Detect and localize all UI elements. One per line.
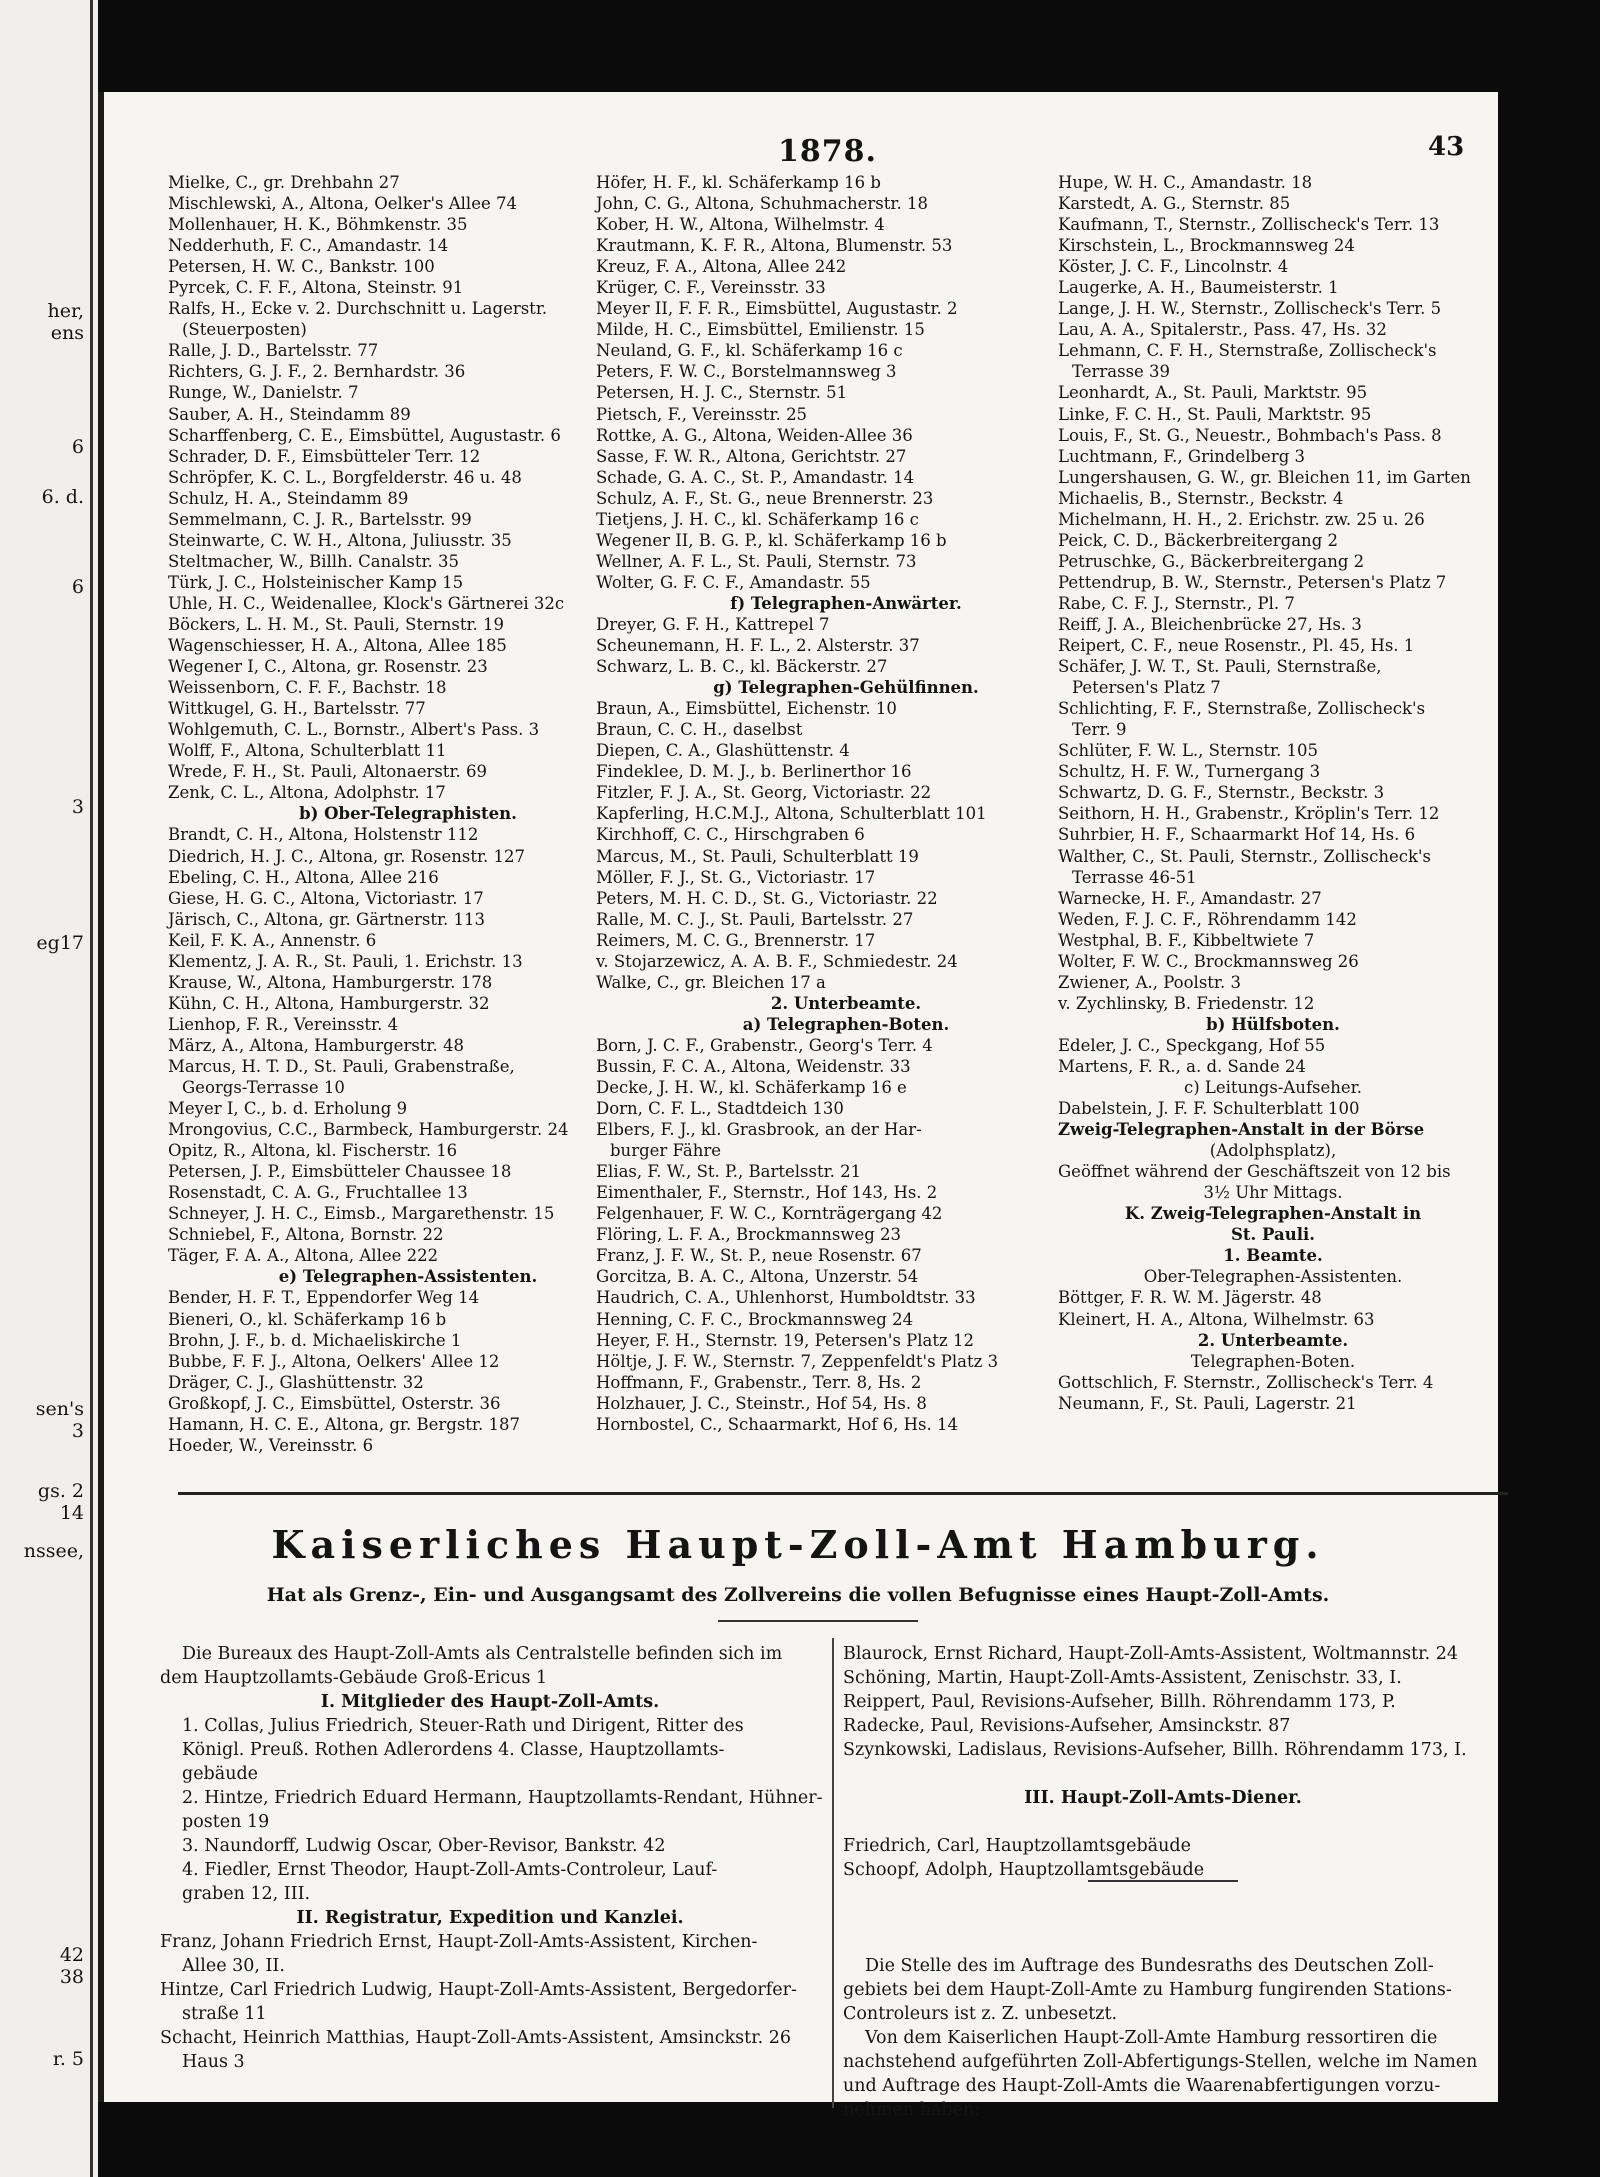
directory-entry: Peters, M. H. C. D., St. G., Victoriastr. 22 [596,888,938,908]
directory-entry: Kaufmann, T., Sternstr., Zollischeck's Terr. 13 [1058,215,1440,235]
directory-entry: Tietjens, J. H. C., kl. Schäferkamp 16 c [596,509,919,529]
directory-entry: 3. Naundorff, Ludwig Oscar, Ober-Revisor, Bankstr. 42 [182,1836,666,1856]
directory-entry: nachstehend aufgeführten Zoll-Abfertigungs-Stellen, welche im Namen [843,2052,1478,2072]
directory-entry: Diepen, C. A., Glashüttenstr. 4 [596,741,850,761]
directory-entry: Braun, C. C. H., daselbst [596,720,803,740]
directory-entry: Böttger, F. R. W. M. Jägerstr. 48 [1058,1288,1322,1308]
directory-entry: Elias, F. W., St. P., Bartelsstr. 21 [596,1162,862,1182]
directory-entry: Dräger, C. J., Glashüttenstr. 32 [168,1372,424,1392]
margin-fragment: 38 [59,1966,84,1988]
directory-entry: Geöffnet während der Geschäftszeit von 12 bis [1058,1162,1451,1182]
section-heading: 2. Unterbeamte. [1197,1330,1349,1350]
directory-entry: Fitzler, F. J. A., St. Georg, Victoriastr. 22 [596,783,932,803]
directory-entry: graben 12, III. [182,1884,311,1904]
directory-entry: v. Zychlinsky, B. Friedenstr. 12 [1058,993,1315,1013]
margin-fragment: 6. d. [41,486,84,508]
directory-entry: Kober, H. W., Altona, Wilhelmstr. 4 [596,215,885,235]
directory-entry: Heyer, F. H., Sternstr. 19, Petersen's Platz 12 [596,1330,974,1350]
directory-entry: 2. Hintze, Friedrich Eduard Hermann, Hauptzollamts-Rendant, Hühner- [182,1788,823,1808]
directory-entry: Rottke, A. G., Altona, Weiden-Allee 36 [596,425,913,445]
directory-entry: Friedrich, Carl, Hauptzollamtsgebäude [843,1836,1191,1856]
directory-entry: Wittkugel, G. H., Bartelsstr. 77 [168,699,426,719]
directory-entry: Hupe, W. H. C., Amandastr. 18 [1058,173,1313,192]
directory-entry: Rabe, C. F. J., Sternstr., Pl. 7 [1058,593,1295,613]
directory-entry: Szynkowski, Ladislaus, Revisions-Aufseher, Billh. Röhrendamm 173, I. [843,1740,1467,1760]
directory-entry: gebiets bei dem Haupt-Zoll-Amte zu Hamburg fungirenden Stations- [843,1980,1452,2000]
directory-entry: Marcus, M., St. Pauli, Schulterblatt 19 [596,846,919,866]
directory-entry: posten 19 [182,1812,270,1832]
section-heading: K. Zweig-Telegraphen-Anstalt in [1124,1204,1422,1224]
directory-entry: 3½ Uhr Mittags. [1203,1183,1343,1203]
directory-entry: Krüger, C. F., Vereinsstr. 33 [596,278,826,298]
directory-entry: Peters, F. W. C., Borstelmannsweg 3 [596,362,897,382]
directory-entry: Täger, F. A. A., Altona, Allee 222 [168,1246,439,1266]
directory-entry: Eimenthaler, F., Sternstr., Hof 143, Hs. 2 [596,1183,938,1203]
title-underline [718,1620,918,1622]
margin-fragment: 6 [71,436,84,458]
directory-entry: Schacht, Heinrich Matthias, Haupt-Zoll-Amts-Assistent, Amsinckstr. 26 [160,2028,792,2048]
margin-fragment: gs. 2 [37,1480,84,1502]
section-heading: e) Telegraphen-Assistenten. [278,1267,538,1287]
directory-entry: Steinwarte, C. W. H., Altona, Juliusstr. 35 [168,530,512,550]
directory-entry: Sasse, F. W. R., Altona, Gerichtstr. 27 [596,446,907,466]
directory-entry: Järisch, C., Altona, gr. Gärtnerstr. 113 [168,909,486,929]
margin-fragment: 14 [59,1502,84,1524]
directory-entry: Pettendrup, B. W., Sternstr., Petersen's Platz 7 [1058,572,1447,592]
directory-entry: Bender, H. F. T., Eppendorfer Weg 14 [168,1288,480,1308]
directory-entry: Warnecke, H. F., Amandastr. 27 [1058,888,1322,908]
directory-entry: Terrasse 46-51 [1072,867,1197,887]
directory-entry: Petersen's Platz 7 [1072,678,1221,698]
zollamt-title: Kaiserliches Haupt-Zoll-Amt Hamburg. [271,1522,1325,1567]
directory-entry: Westphal, B. F., Kibbeltwiete 7 [1058,930,1315,950]
directory-entry: Bubbe, F. F. J., Altona, Oelkers' Allee 12 [168,1351,500,1371]
directory-entry: Blaurock, Ernst Richard, Haupt-Zoll-Amts-Assistent, Woltmannstr. 24 [843,1644,1459,1664]
directory-entry: Schlichting, F. F., Sternstraße, Zollischeck's [1058,699,1426,719]
directory-entry: Hamann, H. C. E., Altona, gr. Bergstr. 187 [168,1414,520,1434]
column-right [1058,172,1528,1414]
directory-entry: Richters, G. J. F., 2. Bernhardstr. 36 [168,362,466,382]
directory-entry: Runge, W., Danielstr. 7 [168,383,359,403]
directory-entry: Kühn, C. H., Altona, Hamburgerstr. 32 [168,993,490,1013]
directory-entry: Kreuz, F. A., Altona, Allee 242 [596,257,847,277]
directory-entry: Franz, J. F. W., St. P., neue Rosenstr. 67 [596,1246,922,1266]
directory-entry: Walther, C., St. Pauli, Sternstr., Zollischeck's [1058,846,1431,866]
directory-entry: Wellner, A. F. L., St. Pauli, Sternstr. 73 [596,551,917,571]
section-heading: b) Ober-Telegraphisten. [299,804,517,824]
section-divider [178,1492,1508,1495]
directory-entry: Michaelis, B., Sternstr., Beckstr. 4 [1058,488,1344,508]
directory-entry: Mielke, C., gr. Drehbahn 27 [168,173,400,192]
directory-entry: Pyrcek, C. F. F., Altona, Steinstr. 91 [168,278,464,298]
directory-entry: Marcus, H. T. D., St. Pauli, Grabenstraße, [168,1056,515,1076]
directory-entry: Königl. Preuß. Rothen Adlerordens 4. Classe, Hauptzollamts- [182,1740,725,1760]
section-heading: St. Pauli. [1231,1225,1315,1245]
directory-entry: Dreyer, G. F. H., Kattrepel 7 [596,614,830,634]
directory-entry: Lange, J. H. W., Sternstr., Zollischeck's Terr. 5 [1058,299,1442,319]
directory-entry: Ober-Telegraphen-Assistenten. [1143,1267,1403,1287]
directory-entry [843,1810,1483,1834]
directory-entry: Schrader, D. F., Eimsbütteler Terr. 12 [168,446,481,466]
directory-entry: Brandt, C. H., Altona, Holstenstr 112 [168,825,479,845]
directory-entry: Höfer, H. F., kl. Schäferkamp 16 b [596,173,881,192]
directory-entry: Steltmacher, W., Billh. Canalstr. 35 [168,551,460,571]
column-middle [596,172,1136,1435]
directory-entry: Peick, C. D., Bäckerbreitergang 2 [1058,530,1338,550]
directory-entry: Klementz, J. A. R., St. Pauli, 1. Erichstr. 13 [168,951,523,971]
directory-entry: Dabelstein, J. F. F. Schulterblatt 100 [1058,1099,1360,1119]
directory-entry [843,1930,1483,1954]
directory-entry [843,1906,1483,1930]
directory-entry: Hornbostel, C., Schaarmarkt, Hof 6, Hs. 14 [596,1414,958,1434]
directory-entry: Wolter, G. F. C. F., Amandastr. 55 [596,572,871,592]
section-heading: f) Telegraphen-Anwärter. [730,593,962,613]
directory-page [98,92,1498,2120]
section-heading: Zweig-Telegraphen-Anstalt in der Börse [1058,1120,1425,1140]
directory-entry: Wohlgemuth, C. L., Bornstr., Albert's Pass. 3 [168,720,540,740]
directory-entry: Die Stelle des im Auftrage des Bundesraths des Deutschen Zoll- [865,1956,1434,1976]
directory-entry: 4. Fiedler, Ernst Theodor, Haupt-Zoll-Amts-Controleur, Lauf- [182,1860,718,1880]
directory-entry: c) Leitungs-Aufseher. [1183,1078,1362,1098]
directory-entry: Petersen, H. W. C., Bankstr. 100 [168,257,435,277]
directory-entry: Kirschstein, L., Brockmannsweg 24 [1058,236,1355,256]
directory-entry: Meyer I, C., b. d. Erholung 9 [168,1099,408,1119]
directory-entry: Petersen, J. P., Eimsbütteler Chaussee 18 [168,1162,512,1182]
directory-entry: Nedderhuth, F. C., Amandastr. 14 [168,236,449,256]
directory-entry: Schultz, H. F. W., Turnergang 3 [1058,762,1321,782]
directory-entry: gebäude [182,1764,259,1784]
directory-entry: Schwarz, L. B. C., kl. Bäckerstr. 27 [596,657,888,677]
section-heading: I. Mitglieder des Haupt-Zoll-Amts. [320,1692,660,1712]
directory-entry [843,1882,1483,1906]
directory-entry: nehmen haben: [843,2100,981,2120]
directory-entry: Lienhop, F. R., Vereinsstr. 4 [168,1014,399,1034]
section-heading: 1. Beamte. [1223,1246,1323,1266]
section-heading: 2. Unterbeamte. [770,993,922,1013]
directory-entry: Haudrich, C. A., Uhlenhorst, Humboldtstr. 33 [596,1288,976,1308]
directory-entry: Schneyer, J. H. C., Eimsb., Margarethenstr. 15 [168,1204,555,1224]
section-heading: g) Telegraphen-Gehülfinnen. [713,678,979,698]
directory-entry: Kapferling, H.C.M.J., Altona, Schulterblatt 101 [596,804,987,824]
directory-entry: Wolter, F. W. C., Brockmannsweg 26 [1058,951,1359,971]
directory-entry: Scharffenberg, C. E., Eimsbüttel, Augustastr. 6 [168,425,561,445]
directory-entry: Türk, J. C., Holsteinischer Kamp 15 [168,572,464,592]
section-heading: II. Registratur, Expedition und Kanzlei. [296,1908,684,1928]
directory-entry: Telegraphen-Boten. [1190,1351,1356,1371]
directory-entry: Diedrich, H. J. C., Altona, gr. Rosenstr. 127 [168,846,526,866]
section-heading: a) Telegraphen-Boten. [742,1014,950,1034]
directory-entry: Hoffmann, F., Grabenstr., Terr. 8, Hs. 2 [596,1372,922,1392]
directory-entry: Wegener I, C., Altona, gr. Rosenstr. 23 [168,657,488,677]
directory-entry: Ralfs, H., Ecke v. 2. Durchschnitt u. Lagerstr. [168,299,548,319]
directory-entry: Hoeder, W., Vereinsstr. 6 [168,1435,374,1455]
zollamt-left-column [160,1642,823,2074]
directory-entry: Holzhauer, J. C., Steinstr., Hof 54, Hs. 8 [596,1393,927,1413]
directory-entry: Radecke, Paul, Revisions-Aufseher, Amsinckstr. 87 [843,1716,1291,1736]
directory-entry: Wegener II, B. G. P., kl. Schäferkamp 16 b [596,530,947,550]
directory-entry: Von dem Kaiserlichen Haupt-Zoll-Amte Hamburg ressortiren die [865,2028,1438,2048]
directory-entry: Giese, H. G. C., Altona, Victoriastr. 17 [168,888,484,908]
directory-entry: Böckers, L. H. M., St. Pauli, Sternstr. 19 [168,614,505,634]
margin-fragment: her, [47,300,84,322]
margin-fragment: 6 [71,576,84,598]
directory-entry: Pietsch, F., Vereinsstr. 25 [596,404,808,424]
directory-entry: Reipert, C. F., neue Rosenstr., Pl. 45, Hs. 1 [1058,636,1415,656]
directory-entry: (Adolphsplatz), [1209,1141,1337,1161]
directory-entry: Controleurs ist z. Z. unbesetzt. [843,2004,1118,2024]
directory-entry: Seithorn, H. H., Grabenstr., Kröplin's Terr. 12 [1058,804,1440,824]
directory-entry: Mollenhauer, H. K., Böhmkenstr. 35 [168,215,468,235]
directory-entry: Wrede, F. H., St. Pauli, Altonaerstr. 69 [168,762,488,782]
page-number: 43 [1428,132,1465,162]
directory-entry: Haus 3 [182,2052,245,2072]
directory-entry: Kirchhoff, C. C., Hirschgraben 6 [596,825,865,845]
directory-entry: Milde, H. C., Eimsbüttel, Emilienstr. 15 [596,320,925,340]
previous-page-edge [0,0,98,2177]
directory-entry: Flöring, L. F. A., Brockmannsweg 23 [596,1225,902,1245]
directory-entry: Schwartz, D. G. F., Sternstr., Beckstr. 3 [1058,783,1385,803]
column-divider [832,1638,834,2108]
margin-fragment: eg17 [36,932,84,954]
directory-entry: Georgs-Terrasse 10 [182,1078,345,1098]
directory-entry: Schlüter, F. W. L., Sternstr. 105 [1058,741,1319,761]
directory-entry: Suhrbier, H. F., Schaarmarkt Hof 14, Hs. 6 [1058,825,1416,845]
directory-entry: Lehmann, C. F. H., Sternstraße, Zollischeck's [1058,341,1437,361]
directory-entry: Schäfer, J. W. T., St. Pauli, Sternstraße, [1058,657,1382,677]
directory-entry: Ralle, M. C. J., St. Pauli, Bartelsstr. 27 [596,909,914,929]
margin-fragment: ens [50,322,84,344]
directory-entry: Höltje, J. F. W., Sternstr. 7, Zeppenfeldt's Platz 3 [596,1351,999,1371]
section-heading: b) Hülfsboten. [1206,1014,1340,1034]
directory-entry: Zwiener, A., Poolstr. 3 [1058,972,1241,992]
directory-entry: Zenk, C. L., Altona, Adolphstr. 17 [168,783,446,803]
directory-entry: Gottschlich, F. Sternstr., Zollischeck's Terr. 4 [1058,1372,1434,1392]
directory-entry: Bieneri, O., kl. Schäferkamp 16 b [168,1309,447,1329]
directory-entry: Schniebel, F., Altona, Bornstr. 22 [168,1225,444,1245]
directory-entry: Schade, G. A. C., St. P., Amandastr. 14 [596,467,915,487]
directory-entry: Felgenhauer, F. W. C., Kornträgergang 42 [596,1204,943,1224]
directory-entry: Kleinert, H. A., Altona, Wilhelmstr. 63 [1058,1309,1375,1329]
directory-entry: Born, J. C. F., Grabenstr., Georg's Terr. 4 [596,1035,933,1055]
directory-entry: Brohn, J. F., b. d. Michaeliskirche 1 [168,1330,462,1350]
directory-entry: Bussin, F. C. A., Altona, Weidenstr. 33 [596,1056,911,1076]
directory-entry: Petruschke, G., Bäckerbreitergang 2 [1058,551,1365,571]
directory-entry: März, A., Altona, Hamburgerstr. 48 [168,1035,464,1055]
directory-entry: Walke, C., gr. Bleichen 17 a [596,972,826,992]
directory-entry: 1. Collas, Julius Friedrich, Steuer-Rath und Dirigent, Ritter des [182,1716,744,1736]
directory-entry: Dorn, C. F. L., Stadtdeich 130 [596,1099,844,1119]
directory-entry: Keil, F. K. A., Annenstr. 6 [168,930,377,950]
directory-entry: und Auftrage des Haupt-Zoll-Amts die Waarenabfertigungen vorzu- [843,2076,1441,2096]
directory-entry: Neumann, F., St. Pauli, Lagerstr. 21 [1058,1393,1357,1413]
margin-fragment: 3 [71,1420,84,1442]
directory-entry: Sauber, A. H., Steindamm 89 [168,404,411,424]
directory-entry: Wagenschiesser, H. A., Altona, Allee 185 [168,636,507,656]
directory-entry: Findeklee, D. M. J., b. Berlinerthor 16 [596,762,912,782]
directory-entry: Braun, A., Eimsbüttel, Eichenstr. 10 [596,699,897,719]
directory-entry: Schöning, Martin, Haupt-Zoll-Amts-Assistent, Zenischstr. 33, I. [843,1668,1402,1688]
directory-entry [843,1762,1483,1786]
directory-entry: Linke, F. C. H., St. Pauli, Marktstr. 95 [1058,404,1372,424]
directory-entry: Neuland, G. F., kl. Schäferkamp 16 c [596,341,903,361]
directory-entry: Mischlewski, A., Altona, Oelker's Allee 74 [168,194,517,214]
directory-entry: Mrongovius, C.C., Barmbeck, Hamburgerstr. 24 [168,1120,569,1140]
directory-entry: Schoopf, Adolph, Hauptzollamtsgebäude [843,1860,1205,1880]
directory-entry: Weissenborn, C. F. F., Bachstr. 18 [168,678,447,698]
directory-entry: Köster, J. C. F., Lincolnstr. 4 [1058,257,1289,277]
directory-entry: Terrasse 39 [1072,362,1171,382]
directory-entry: Decke, J. H. W., kl. Schäferkamp 16 e [596,1078,907,1098]
margin-fragment: sen's [35,1398,84,1420]
directory-entry: Elbers, F. J., kl. Grasbrook, an der Har- [596,1120,922,1140]
directory-entry: Allee 30, II. [182,1956,285,1976]
directory-entry: Opitz, R., Altona, kl. Fischerstr. 16 [168,1141,458,1161]
directory-entry: Martens, F. R., a. d. Sande 24 [1058,1056,1306,1076]
directory-entry: Ralle, J. D., Bartelsstr. 77 [168,341,379,361]
directory-entry: Laugerke, A. H., Baumeisterstr. 1 [1058,278,1339,298]
directory-entry: Lungershausen, G. W., gr. Bleichen 11, im Garten [1058,467,1471,487]
directory-entry: Reimers, M. C. G., Brennerstr. 17 [596,930,876,950]
section-heading: III. Haupt-Zoll-Amts-Diener. [1024,1788,1302,1808]
directory-entry: Ebeling, C. H., Altona, Allee 216 [168,867,439,887]
directory-entry: Uhle, H. C., Weidenallee, Klock's Gärtnerei 32c [168,593,565,613]
zollamt-right-column [843,1642,1483,2122]
directory-entry: Edeler, J. C., Speckgang, Hof 55 [1058,1035,1326,1055]
directory-entry: Henning, C. F. C., Brockmannsweg 24 [596,1309,914,1329]
directory-entry: Luchtmann, F., Grindelberg 3 [1058,446,1306,466]
margin-fragment: r. 5 [52,2048,84,2070]
page-gutter-rule [90,0,93,2177]
directory-entry: Wolff, F., Altona, Schulterblatt 11 [168,741,447,761]
directory-entry: Louis, F., St. G., Neuestr., Bohmbach's Pass. 8 [1058,425,1442,445]
directory-entry: Möller, F. J., St. G., Victoriastr. 17 [596,867,876,887]
directory-entry: Karstedt, A. G., Sternstr. 85 [1058,194,1291,214]
directory-entry: Schröpfer, K. C. L., Borgfelderstr. 46 u. 48 [168,467,522,487]
page-year: 1878. [778,134,877,169]
margin-fragment: nssee, [23,1540,84,1562]
margin-fragment: 3 [71,796,84,818]
directory-entry: Krause, W., Altona, Hamburgerstr. 178 [168,972,493,992]
directory-entry: Reippert, Paul, Revisions-Aufseher, Billh. Röhrendamm 173, P. [843,1692,1396,1712]
directory-entry: Franz, Johann Friedrich Ernst, Haupt-Zoll-Amts-Assistent, Kirchen- [160,1932,758,1952]
directory-entry: burger Fähre [610,1141,721,1161]
directory-entry: John, C. G., Altona, Schuhmacherstr. 18 [596,194,928,214]
directory-entry: Hintze, Carl Friedrich Ludwig, Haupt-Zoll-Amts-Assistent, Bergedorfer- [160,1980,797,2000]
directory-entry: Schulz, H. A., Steindamm 89 [168,488,409,508]
directory-entry: Semmelmann, C. J. R., Bartelsstr. 99 [168,509,472,529]
directory-entry: Terr. 9 [1072,720,1127,740]
directory-entry: Meyer II, F. F. R., Eimsbüttel, Augustastr. 2 [596,299,958,319]
directory-entry: v. Stojarzewicz, A. A. B. F., Schmiedestr. 24 [596,951,958,971]
directory-entry: dem Hauptzollamts-Gebäude Groß-Ericus 1 [160,1668,548,1688]
directory-entry: Petersen, H. J. C., Sternstr. 51 [596,383,848,403]
directory-entry: Reiff, J. A., Bleichenbrücke 27, Hs. 3 [1058,614,1362,634]
short-divider [1088,1880,1238,1882]
directory-entry: straße 11 [182,2004,267,2024]
directory-entry: Großkopf, J. C., Eimsbüttel, Osterstr. 36 [168,1393,501,1413]
zollamt-subtitle: Hat als Grenz-, Ein- und Ausgangsamt des Zollvereins die vollen Befugnisse eines Haupt-Zoll-Amts. [266,1584,1330,1606]
directory-entry: Krautmann, K. F. R., Altona, Blumenstr. 53 [596,236,953,256]
directory-entry: Schulz, A. F., St. G., neue Brennerstr. 23 [596,488,934,508]
directory-entry: (Steuerposten) [182,320,307,340]
directory-entry: Scheunemann, H. F. L., 2. Alsterstr. 37 [596,636,920,656]
directory-entry: Gorcitza, B. A. C., Altona, Unzerstr. 54 [596,1267,919,1287]
directory-entry: Weden, F. J. C. F., Röhrendamm 142 [1058,909,1357,929]
directory-entry: Lau, A. A., Spitalerstr., Pass. 47, Hs. 32 [1058,320,1387,340]
directory-entry: Leonhardt, A., St. Pauli, Marktstr. 95 [1058,383,1368,403]
margin-fragment: 42 [59,1944,84,1966]
directory-entry: Michelmann, H. H., 2. Erichstr. zw. 25 u. 26 [1058,509,1425,529]
directory-entry: Die Bureaux des Haupt-Zoll-Amts als Centralstelle befinden sich im [182,1644,783,1664]
directory-entry: Rosenstadt, C. A. G., Fruchtallee 13 [168,1183,468,1203]
